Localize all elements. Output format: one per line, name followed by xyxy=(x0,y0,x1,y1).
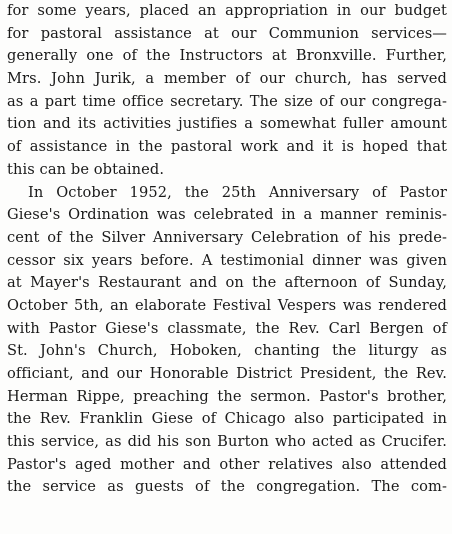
text-line: this service, as did his son Burton who acted as Crucifer. xyxy=(7,433,447,451)
text-line: this can be obtained. xyxy=(7,160,165,178)
text-line: at Mayer's Restaurant and on the afternoon of Sunday, xyxy=(7,274,447,292)
text-line: In October 1952, the 25th Anniversary of Pastor xyxy=(28,183,447,201)
body-text xyxy=(7,0,447,499)
text-line: October 5th, an elaborate Festival Vespers was rendered xyxy=(7,296,447,314)
text-line: Giese's Ordination was celebrated in a manner reminis- xyxy=(7,206,447,224)
text-line: the service as guests of the congregation. The com- xyxy=(7,478,447,496)
paragraph-2 xyxy=(7,182,447,500)
text-line: the Rev. Franklin Giese of Chicago also participated in xyxy=(7,410,447,428)
text-line: generally one of the Instructors at Bronxville. Further, xyxy=(7,47,447,65)
text-line: Pastor's aged mother and other relatives also attended xyxy=(7,455,447,473)
text-line: for pastoral assistance at our Communion services— xyxy=(7,24,447,42)
text-line: cessor six years before. A testimonial dinner was given xyxy=(7,251,447,269)
text-line: for some years, placed an appropriation in our budget xyxy=(7,2,447,19)
text-line: with Pastor Giese's classmate, the Rev. Carl Bergen of xyxy=(7,319,447,337)
text-line: officiant, and our Honorable District President, the Rev. xyxy=(7,365,447,382)
text-line: Herman Rippe, preaching the sermon. Pastor's brother, xyxy=(7,387,447,405)
text-line: as a part time office secretary. The size of our congrega- xyxy=(7,92,447,110)
text-line: Mrs. John Jurik, a member of our church, has served xyxy=(7,70,447,88)
text-line: tion and its activities justifies a somewhat fuller amount xyxy=(7,115,447,133)
text-line: St. John's Church, Hoboken, chanting the liturgy as xyxy=(7,342,447,360)
text-line: cent of the Silver Anniversary Celebration of his prede- xyxy=(7,228,447,246)
text-line: of assistance in the pastoral work and it is hoped that xyxy=(7,138,447,156)
paragraph-1 xyxy=(7,0,447,182)
